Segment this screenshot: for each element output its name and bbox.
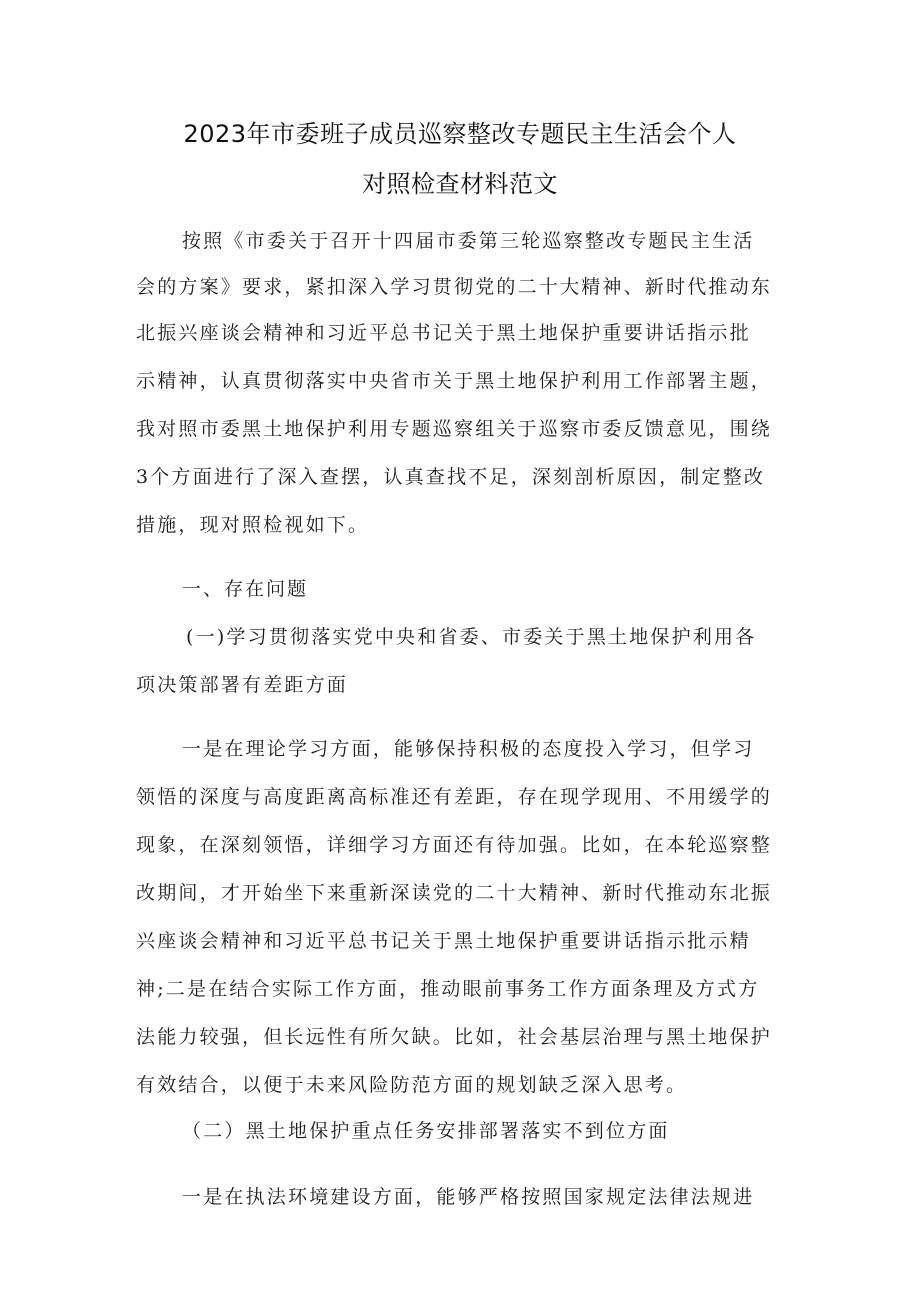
paragraph-line: 现象，在深刻领悟，详细学习方面还有待加强。比如，在本轮巡察整	[136, 834, 773, 856]
paragraph-line: 有效结合，以便于未来风险防范方面的规划缺乏深入思考。	[136, 1074, 688, 1096]
intro-line: 会的方案》要求，紧扣深入学习贯彻党的二十大精神、新时代推动东	[136, 276, 773, 298]
subsection-heading-1-cont: 项决策部署有差距方面	[136, 674, 349, 696]
section-heading: 一、存在问题	[182, 578, 309, 600]
subsection-heading-1: (一)学习贯彻落实党中央和省委、市委关于黑土地保护利用各	[186, 626, 757, 648]
subsection-heading-2: （二）黑土地保护重点任务安排部署落实不到位方面	[182, 1120, 670, 1142]
intro-line: 我对照市委黑土地保护利用专题巡察组关于巡察市委反馈意见，围绕	[136, 418, 773, 440]
intro-line: 按照《市委关于召开十四届市委第三轮巡察整改专题民主生活	[182, 230, 755, 252]
document-title-line-2: 对照检查材料范文	[362, 170, 558, 198]
intro-line: 措施，现对照检视如下。	[136, 514, 370, 536]
intro-line: 3个方面进行了深入查摆，认真查找不足，深刻剖析原因，制定整改	[136, 466, 766, 488]
paragraph-line: 领悟的深度与高度距离高标准还有差距，存在现学现用、不用缓学的	[136, 786, 773, 808]
paragraph-line: 一是在理论学习方面，能够保持积极的态度投入学习，但学习	[182, 738, 755, 760]
document-title-line-1: 2023年市委班子成员巡察整改专题民主生活会个人	[183, 120, 737, 148]
intro-line: 北振兴座谈会精神和习近平总书记关于黑土地保护重要讲话指示批	[136, 322, 751, 344]
intro-line: 示精神，认真贯彻落实中央省市关于黑土地保护利用工作部署主题，	[136, 370, 773, 392]
paragraph-line: 一是在执法环境建设方面，能够严格按照国家规定法律法规进	[182, 1186, 755, 1208]
paragraph-line: 神;二是在结合实际工作方面，推动眼前事务工作方面条理及方式方	[136, 978, 760, 1000]
paragraph-line: 兴座谈会精神和习近平总书记关于黑土地保护重要讲话指示批示精	[136, 930, 751, 952]
paragraph-line: 法能力较强，但长远性有所欠缺。比如，社会基层治理与黑土地保护	[136, 1026, 773, 1048]
paragraph-line: 改期间，才开始坐下来重新深读党的二十大精神、新时代推动东北振	[136, 882, 773, 904]
